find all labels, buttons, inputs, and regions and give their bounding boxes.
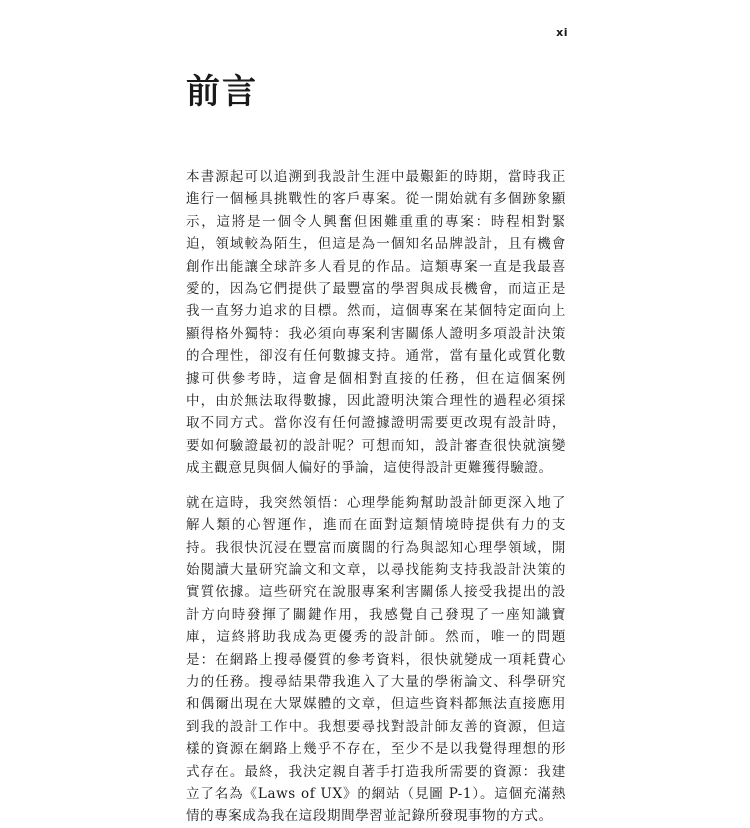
paragraph-1: 本書源起可以追溯到我設計生涯中最艱鉅的時期，當時我正進行一個極具挑戰性的客戶專案。從一開始就有多個跡象顯示，這將是一個令人興奮但困難重重的專案：時程相對緊迫，領域較為陌生，但這是為一個知名品牌設計，且有機會創作出能讓全球許多人看見的作品。這類專案一直是我最喜愛的，因為它們提供了最豐富的學習與成長機會，而這正是我一直努力追求的目標。然而，這個專案在某個特定面向上顯得格外獨特：我必須向專案利害關係人證明多項設計決策的合理性，卻沒有任何數據支持。通常，當有量化或質化數據可供參考時，這會是個相對直接的任務，但在這個案例中，由於無法取得數據，因此證明決策合理性的過程必須採取不同方式。當你沒有任何證據證明需要更改現有設計時，要如何驗證最初的設計呢？可想而知，設計審查很快就演變成主觀意見與個人偏好的爭論，這使得設計更難獲得驗證。	[186, 169, 566, 477]
page-number: xi	[556, 26, 568, 39]
body-text	[186, 166, 566, 828]
chapter-title: 前言	[186, 72, 258, 112]
paragraph-2: 就在這時，我突然領悟：心理學能夠幫助設計師更深入地了解人類的心智運作，進而在面對這類情境時提供有力的支持。我很快沉浸在豐富而廣闊的行為與認知心理學領域，開始閱讀大量研究論文和文章，以尋找能夠支持我設計決策的實質依據。這些研究在說服專案利害關係人接受我提出的設計方向時發揮了關鍵作用，我感覺自己發現了一座知識寶庫，這終將助我成為更優秀的設計師。然而，唯一的問題是：在網路上搜尋優質的參考資料，很快就變成一項耗費心力的任務。搜尋結果帶我進入了大量的學術論文、科學研究和偶爾出現在大眾媒體的文章，但這些資料都無法直接應用到我的設計工作中。我想要尋找對設計師友善的資源，但這樣的資源在網路上幾乎不存在，至少不是以我覺得理想的形式存在。最終，我決定親自著手打造我所需要的資源：我建立了名為《Laws of UX》的網站（見圖 P-1）。這個充滿熱情的專案成為我在這段期間學習並記錄所發現事物的方式。	[186, 494, 566, 825]
